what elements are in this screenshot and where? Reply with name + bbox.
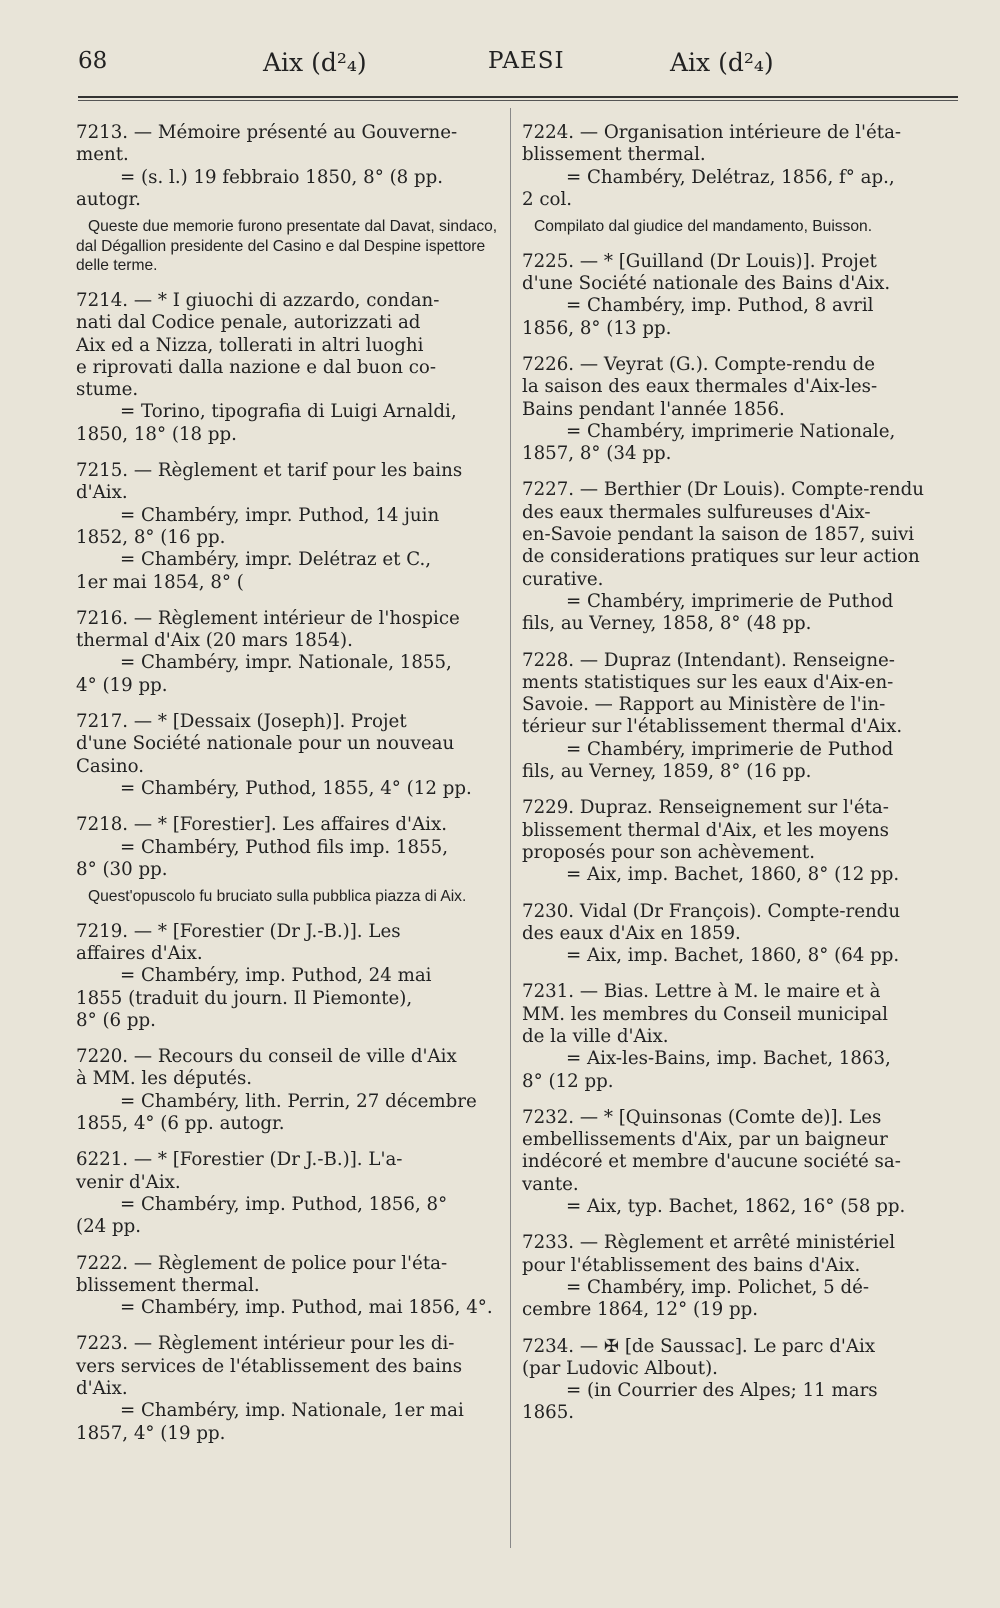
catalog-entry [522, 650, 954, 784]
entry-line: blissement thermal. [522, 144, 706, 166]
entry-line: 7216. — Règlement intérieur de l'hospice [76, 607, 460, 629]
entry-line: = Aix, typ. Bachet, 1862, 16° (58 pp. [566, 1196, 906, 1218]
entry-line: d'Aix. [76, 1378, 128, 1400]
entry-line: vante. [522, 1173, 579, 1195]
entry-line: d'Aix. [76, 482, 128, 504]
entry-line: Aix ed a Nizza, tollerati in altri luoghi [76, 334, 424, 356]
entry-line: = Chambéry, imprimerie Nationale, [566, 420, 896, 442]
header-center-title: PAESI [488, 48, 565, 74]
entry-line: 7233. — Règlement et arrêté ministériel [522, 1232, 896, 1254]
entry-line: = Aix, imp. Bachet, 1860, 8° (12 pp. [566, 864, 900, 886]
entry-line: MM. les membres du Conseil municipal [522, 1003, 888, 1025]
entry-line: en-Savoie pendant la saison de 1857, suivi [522, 524, 915, 546]
entry-line: = Chambéry, impr. Nationale, 1855, [120, 652, 452, 674]
entry-note: Queste due memorie furono presentate dal Davat, sindaco, dal Dégallion presidente del Casino e dal Despine ispettore delle terme. [76, 218, 498, 275]
right-column [522, 122, 954, 1439]
entry-line: 1850, 18° (18 pp. [76, 423, 237, 445]
entry-line: e riprovati dalla nazione e dal buon co- [76, 356, 436, 378]
catalog-entry [522, 1336, 954, 1425]
entry-line: la saison des eaux thermales d'Aix-les- [522, 376, 878, 398]
entry-line: Bains pendant l'année 1856. [522, 398, 785, 420]
entry-line: = Chambéry, Puthod, 1855, 4° (12 pp. [120, 777, 472, 799]
entry-line: fils, au Verney, 1858, 8° (48 pp. [522, 613, 812, 635]
entry-line: 7214. — * I giuochi di azzardo, condan- [76, 289, 440, 311]
entry-line: = Chambéry, imp. Puthod, 8 avril [566, 295, 874, 317]
entry-line: 7229. Dupraz. Renseignement sur l'éta- [522, 797, 889, 819]
entry-line: de la ville d'Aix. [522, 1025, 669, 1047]
entry-line: à MM. les députés. [76, 1068, 253, 1090]
entry-line: 2 col. [522, 188, 573, 210]
entry-line: Casino. [76, 755, 145, 777]
entry-line: = (s. l.) 19 febbraio 1850, 8° (8 pp. [120, 166, 444, 188]
catalog-entry [522, 901, 954, 968]
catalog-entry [76, 460, 500, 594]
entry-line: 8° (30 pp. [76, 858, 168, 880]
entry-line: 8° (12 pp. [522, 1070, 614, 1092]
entry-line: = Chambéry, imp. Puthod, 24 mai [120, 965, 432, 987]
entry-line: des eaux thermales sulfureuses d'Aix- [522, 501, 871, 523]
entry-line: = Chambéry, imp. Nationale, 1er mai [120, 1400, 464, 1422]
entry-line: 1855, 4° (6 pp. autogr. [76, 1113, 285, 1135]
catalog-entry [76, 814, 500, 906]
catalog-entry [522, 479, 954, 635]
entry-line: proposés pour son achèvement. [522, 841, 816, 863]
catalog-entry [76, 1333, 500, 1444]
catalog-entry [522, 1232, 954, 1321]
entry-line: 7215. — Règlement et tarif pour les bains [76, 460, 463, 482]
entry-line: (24 pp. [76, 1216, 142, 1238]
entry-line: 7228. — Dupraz (Intendant). Renseigne- [522, 649, 895, 671]
catalog-entry [76, 608, 500, 697]
entry-line: des eaux d'Aix en 1859. [522, 922, 741, 944]
entry-line: = Chambéry, Delétraz, 1856, f° ap., [566, 166, 895, 188]
catalog-entry [76, 1253, 500, 1320]
entry-line: = Chambéry, imprimerie de Puthod [566, 590, 894, 612]
entry-line: 7231. — Bias. Lettre à M. le maire et à [522, 981, 881, 1003]
entry-line: autogr. [76, 188, 141, 210]
entry-line: affaires d'Aix. [76, 942, 203, 964]
entry-line: = (in Courrier des Alpes; 11 mars [566, 1380, 878, 1402]
entry-line: = Chambéry, Puthod fils imp. 1855, [120, 836, 449, 858]
entry-line: venir d'Aix. [76, 1171, 181, 1193]
catalog-entry [522, 251, 954, 340]
entry-line: 7224. — Organisation intérieure de l'éta- [522, 122, 902, 143]
entry-line: 7225. — * [Guilland (Dr Louis)]. Projet [522, 250, 877, 272]
entry-line: Savoie. — Rapport au Ministère de l'in- [522, 694, 886, 716]
entry-line: de considerations pratiques sur leur action [522, 546, 920, 568]
entry-line: (par Ludovic Albout). [522, 1357, 718, 1379]
catalog-entry [76, 1046, 500, 1135]
entry-note: Quest'opuscolo fu bruciato sulla pubblica piazza di Aix. [88, 888, 467, 906]
left-column [76, 122, 500, 1459]
page-number: 68 [78, 48, 108, 74]
entry-line: 1855 (traduit du journ. Il Piemonte), [76, 987, 413, 1009]
entry-line: 4° (19 pp. [76, 674, 168, 696]
entry-line: indécoré et membre d'aucune société sa- [522, 1151, 901, 1173]
entry-line: 7218. — * [Forestier]. Les affaires d'Aix. [76, 814, 447, 836]
entry-line: vers services de l'établissement des bains [76, 1355, 463, 1377]
entry-line: thermal d'Aix (20 mars 1854). [76, 630, 353, 652]
catalog-entry [76, 290, 500, 446]
entry-line: = Chambéry, imp. Puthod, 1856, 8° [120, 1193, 448, 1215]
entry-line: 7226. — Veyrat (G.). Compte-rendu de [522, 353, 876, 375]
entry-line: 1er mai 1854, 8° ( [76, 571, 244, 593]
entry-line: 1865. [522, 1402, 575, 1424]
entry-line: fils, au Verney, 1859, 8° (16 pp. [522, 761, 812, 783]
catalog-entry [76, 921, 500, 1032]
entry-line: 7230. Vidal (Dr François). Compte-rendu [522, 900, 901, 922]
entry-line: 7234. — ✠ [de Saussac]. Le parc d'Aix [522, 1335, 876, 1357]
entry-line: pour l'établissement des bains d'Aix. [522, 1254, 861, 1276]
entry-line: nati dal Codice penale, autorizzati ad [76, 312, 421, 334]
entry-line: 1857, 4° (19 pp. [76, 1422, 226, 1444]
header-right-title: Aix (d²₄) [670, 48, 774, 77]
entry-line: 7219. — * [Forestier (Dr J.-B.)]. Les [76, 920, 401, 942]
entry-line: 1852, 8° (16 pp. [76, 526, 226, 548]
entry-line: = Chambéry, imprimerie de Puthod [566, 738, 894, 760]
entry-line: 7217. — * [Dessaix (Joseph)]. Projet [76, 711, 407, 733]
entry-line: = Chambéry, imp. Polichet, 5 dé- [566, 1276, 870, 1298]
entry-line: 7232. — * [Quinsonas (Comte de)]. Les [522, 1106, 882, 1128]
catalog-entry [76, 711, 500, 800]
entry-line: ments statistiques sur les eaux d'Aix-en- [522, 671, 894, 693]
entry-line: cembre 1864, 12° (19 pp. [522, 1299, 759, 1321]
entry-line: = Chambéry, imp. Puthod, mai 1856, 4°. [120, 1297, 493, 1319]
entry-line: 6221. — * [Forestier (Dr J.-B.)]. L'a- [76, 1149, 403, 1171]
header-left-title: Aix (d²₄) [263, 48, 367, 77]
entry-line: blissement thermal d'Aix, et les moyens [522, 819, 889, 841]
entry-line: 7222. — Règlement de police pour l'éta- [76, 1252, 448, 1274]
entry-line: = Chambéry, impr. Puthod, 14 juin [120, 504, 440, 526]
entry-line: = Aix, imp. Bachet, 1860, 8° (64 pp. [566, 945, 900, 967]
entry-line: 7227. — Berthier (Dr Louis). Compte-rendu [522, 479, 924, 501]
entry-line: térieur sur l'établissement thermal d'Aix. [522, 716, 903, 738]
column-divider [510, 108, 511, 1548]
entry-line: 1857, 8° (34 pp. [522, 443, 672, 465]
catalog-entry [522, 354, 954, 465]
entry-line: d'une Société nationale des Bains d'Aix. [522, 273, 891, 295]
catalog-entry [522, 797, 954, 886]
entry-line: stume. [76, 379, 139, 401]
catalog-entry [522, 122, 954, 237]
entry-line: ment. [76, 144, 129, 166]
catalog-entry [76, 122, 500, 276]
entry-line: = Aix-les-Bains, imp. Bachet, 1863, [566, 1048, 891, 1070]
catalog-entry [522, 1107, 954, 1218]
entry-line: = Torino, tipografia di Luigi Arnaldi, [120, 401, 457, 423]
header-rule [78, 96, 958, 101]
entry-note: Compilato dal giudice del mandamento, Buisson. [534, 218, 873, 236]
entry-line: d'une Société nationale pour un nouveau [76, 733, 455, 755]
entry-line: blissement thermal. [76, 1274, 260, 1296]
entry-line: 7223. — Règlement intérieur pour les di- [76, 1333, 455, 1355]
entry-line: curative. [522, 568, 604, 590]
entry-line: = Chambéry, lith. Perrin, 27 décembre [120, 1090, 477, 1112]
entry-line: 7213. — Mémoire présenté au Gouverne- [76, 122, 458, 143]
entry-line: = Chambéry, impr. Delétraz et C., [120, 549, 432, 571]
catalog-entry [76, 1149, 500, 1238]
running-header [78, 48, 955, 92]
catalog-entry [522, 981, 954, 1092]
entry-line: embellissements d'Aix, par un baigneur [522, 1129, 888, 1151]
entry-line: 7220. — Recours du conseil de ville d'Aix [76, 1046, 457, 1068]
entry-line: 8° (6 pp. [76, 1009, 156, 1031]
entry-line: 1856, 8° (13 pp. [522, 317, 672, 339]
